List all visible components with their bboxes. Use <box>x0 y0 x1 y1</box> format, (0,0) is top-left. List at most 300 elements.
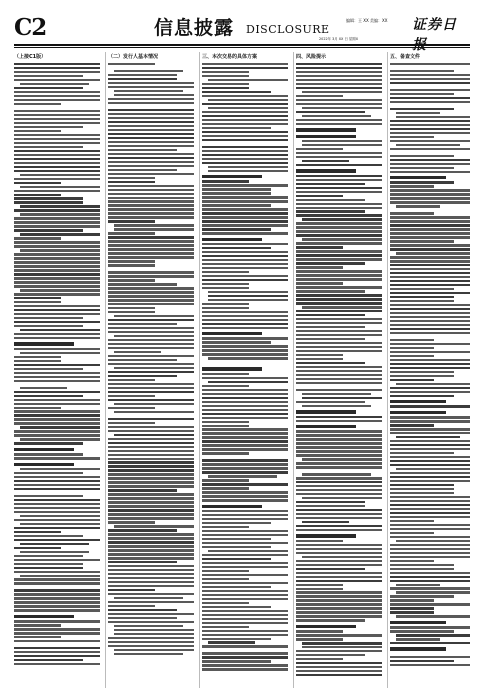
text-line <box>108 493 194 495</box>
text-line <box>14 337 100 339</box>
text-line <box>390 560 434 562</box>
text-line <box>296 282 343 284</box>
text-line <box>14 217 100 219</box>
text-line <box>390 93 454 95</box>
column-body <box>14 63 100 665</box>
text-line <box>302 497 382 499</box>
text-line <box>296 103 382 105</box>
text-line <box>114 70 183 72</box>
text-line <box>108 407 155 409</box>
text-line <box>296 634 382 636</box>
text-line <box>20 352 100 354</box>
text-line <box>202 510 288 512</box>
subheading-block <box>14 463 74 466</box>
text-line <box>114 629 194 631</box>
text-line <box>108 637 194 639</box>
text-line <box>14 194 61 196</box>
column-divider <box>387 52 388 688</box>
text-line <box>390 488 454 490</box>
text-line <box>114 597 183 599</box>
text-line <box>114 224 194 226</box>
text-line <box>296 611 382 613</box>
text-line <box>14 325 83 327</box>
text-line <box>390 324 470 326</box>
text-line <box>296 362 365 364</box>
text-line <box>108 469 194 471</box>
text-line <box>202 425 249 427</box>
text-line <box>14 190 100 192</box>
text-line <box>20 205 100 207</box>
text-line <box>390 484 454 486</box>
text-line <box>296 302 382 304</box>
text-line <box>14 273 100 275</box>
text-line <box>390 63 470 65</box>
text-line <box>108 323 177 325</box>
text-line <box>296 266 343 268</box>
text-line <box>296 310 382 312</box>
text-line <box>14 138 100 140</box>
text-line <box>202 610 288 612</box>
text-line <box>14 122 100 124</box>
text-line <box>296 250 382 252</box>
text-line <box>202 123 288 125</box>
text-line <box>108 145 194 147</box>
text-line <box>108 347 194 349</box>
text-line <box>390 512 470 514</box>
text-line <box>108 173 194 175</box>
text-line <box>208 107 288 109</box>
column-3 <box>202 52 288 688</box>
text-line <box>390 428 470 430</box>
text-line <box>202 626 249 628</box>
text-line <box>202 337 288 339</box>
text-line <box>296 603 382 605</box>
text-line <box>202 323 288 325</box>
subheading-block <box>296 534 356 537</box>
text-line <box>14 632 100 634</box>
text-line <box>296 318 382 320</box>
text-line <box>390 201 470 203</box>
text-line <box>14 640 100 642</box>
text-line <box>14 257 100 259</box>
text-line <box>14 499 100 501</box>
column-body <box>296 63 382 676</box>
text-line <box>20 233 100 235</box>
text-line <box>390 120 470 122</box>
text-line <box>108 109 194 111</box>
text-line <box>390 308 470 310</box>
text-line <box>390 163 470 165</box>
text-line <box>202 180 249 182</box>
text-line <box>14 578 100 580</box>
text-line <box>14 503 100 505</box>
text-line <box>14 110 100 112</box>
text-line <box>108 477 194 479</box>
text-line <box>202 341 271 343</box>
text-line <box>396 144 460 146</box>
text-line <box>296 334 382 336</box>
text-line <box>390 371 454 373</box>
text-line <box>390 424 434 426</box>
text-line <box>14 372 100 374</box>
text-line <box>296 222 382 224</box>
text-line <box>108 485 194 487</box>
text-line <box>108 442 194 444</box>
column-title: （二）发行人基本情况 <box>108 54 159 60</box>
text-line <box>202 135 288 137</box>
text-line <box>390 292 470 294</box>
text-line <box>14 197 83 199</box>
text-line <box>108 137 194 139</box>
text-line <box>14 162 100 164</box>
issue-meta: 2022年 3月 XX 日 星期X <box>319 37 359 41</box>
text-line <box>390 599 434 601</box>
text-line <box>296 588 343 590</box>
subheading-block <box>296 169 356 172</box>
text-line <box>296 509 382 511</box>
text-line <box>390 272 470 274</box>
text-line <box>390 280 470 282</box>
text-line <box>390 193 470 195</box>
text-line <box>14 241 100 243</box>
text-line <box>202 393 288 395</box>
text-line <box>202 373 249 375</box>
text-line <box>296 326 365 328</box>
text-line <box>108 319 194 321</box>
text-line <box>390 136 434 138</box>
text-line <box>296 358 343 360</box>
text-line <box>108 236 194 238</box>
page-number: C2 <box>14 14 47 41</box>
text-line <box>114 653 183 655</box>
text-line <box>296 442 382 444</box>
text-line <box>14 480 100 482</box>
text-line <box>296 262 365 264</box>
text-line <box>296 517 382 519</box>
text-line <box>108 200 194 202</box>
text-line <box>14 103 61 105</box>
text-line <box>114 411 194 413</box>
text-line <box>202 315 288 317</box>
text-line <box>108 387 194 389</box>
text-line <box>114 315 194 317</box>
text-line <box>14 297 61 299</box>
text-line <box>390 432 470 434</box>
text-line <box>296 446 382 448</box>
text-line <box>390 528 470 530</box>
text-line <box>202 614 288 616</box>
text-line <box>390 595 454 597</box>
text-line <box>296 630 343 632</box>
text-line <box>108 125 194 127</box>
text-line <box>108 117 194 119</box>
text-line <box>202 401 288 403</box>
text-line <box>202 487 249 489</box>
text-line <box>390 256 470 258</box>
text-line <box>14 403 100 405</box>
column-divider <box>105 52 106 688</box>
subheading-block <box>202 505 262 508</box>
text-line <box>108 193 194 195</box>
text-line <box>296 203 382 205</box>
text-line <box>14 597 100 599</box>
text-line <box>302 646 382 648</box>
subheading-block <box>296 410 356 413</box>
text-line <box>14 495 83 497</box>
text-line <box>296 607 382 609</box>
text-line <box>14 321 100 323</box>
text-line <box>390 532 434 534</box>
text-line <box>14 364 100 366</box>
text-line <box>302 521 349 523</box>
text-line <box>202 467 288 469</box>
text-line <box>208 299 288 301</box>
subheading-block <box>390 400 446 403</box>
text-line <box>202 413 288 415</box>
text-line <box>14 309 100 311</box>
text-line <box>108 505 194 507</box>
text-line <box>108 465 194 467</box>
text-line <box>390 312 470 314</box>
text-line <box>108 240 194 242</box>
text-line <box>202 586 271 588</box>
text-line <box>20 515 100 517</box>
section-title-cn: 信息披露 <box>154 17 235 39</box>
text-line <box>390 97 470 99</box>
text-line <box>14 348 100 350</box>
text-line <box>14 571 100 573</box>
text-line <box>14 301 61 303</box>
text-line <box>14 118 100 120</box>
text-line <box>202 158 288 160</box>
text-line <box>108 621 194 623</box>
text-line <box>14 535 83 537</box>
text-line <box>14 87 83 89</box>
text-line <box>14 293 100 295</box>
text-line <box>202 271 249 273</box>
text-line <box>296 674 382 676</box>
text-line <box>396 436 460 438</box>
text-line <box>202 196 288 198</box>
text-line <box>108 557 194 559</box>
column-title: 四、风险提示 <box>296 54 327 60</box>
text-line <box>396 615 470 617</box>
text-line <box>108 185 194 187</box>
text-line <box>14 430 100 432</box>
text-line <box>390 148 470 150</box>
newspaper-masthead: 证券日 <box>412 17 457 33</box>
text-line <box>396 468 470 470</box>
text-line <box>202 188 271 190</box>
text-line <box>296 438 382 440</box>
text-line <box>296 298 382 300</box>
text-line <box>202 267 288 269</box>
text-line <box>390 387 470 389</box>
subheading-block <box>202 238 262 241</box>
text-line <box>14 317 83 319</box>
text-line <box>202 538 271 540</box>
text-line <box>390 264 470 266</box>
text-line <box>108 303 194 305</box>
subheading-block <box>14 342 74 345</box>
text-line <box>14 91 100 93</box>
text-line <box>14 95 100 97</box>
text-line <box>108 307 155 309</box>
text-line <box>202 232 288 234</box>
header-rule-thin <box>14 47 470 48</box>
text-line <box>296 214 382 216</box>
text-line <box>14 356 61 358</box>
text-line <box>108 78 177 80</box>
text-line <box>14 126 83 128</box>
text-line <box>14 609 100 611</box>
text-line <box>390 363 470 365</box>
text-line <box>396 591 470 593</box>
text-line <box>202 522 271 524</box>
text-line <box>296 662 382 664</box>
text-line <box>202 526 249 528</box>
text-line <box>296 346 382 348</box>
text-line <box>14 178 100 180</box>
subheading-block <box>202 332 262 335</box>
column-title: （上接C1版） <box>14 54 47 60</box>
text-line <box>296 493 382 495</box>
text-line <box>108 430 194 432</box>
text-line <box>14 418 100 420</box>
text-line <box>390 351 470 353</box>
text-line <box>14 313 100 315</box>
column-body <box>108 63 194 655</box>
text-line <box>108 383 194 385</box>
text-line <box>390 440 470 442</box>
editor-credit: 编辑：王 XX 美编：XX <box>346 18 388 23</box>
text-line <box>202 111 288 113</box>
text-line <box>20 523 100 525</box>
column-1 <box>14 52 100 688</box>
text-line <box>296 294 382 296</box>
text-line <box>302 397 382 399</box>
text-line <box>208 641 255 643</box>
text-line <box>108 581 194 583</box>
text-line <box>108 585 194 587</box>
text-line <box>296 274 382 276</box>
text-line <box>108 244 194 246</box>
text-line <box>202 574 288 576</box>
text-line <box>108 501 194 503</box>
text-line <box>20 329 100 331</box>
text-line <box>296 75 382 77</box>
text-line <box>296 572 382 574</box>
text-line <box>396 584 440 586</box>
text-line <box>108 641 194 643</box>
text-line <box>390 500 470 502</box>
text-line <box>108 331 194 333</box>
text-line <box>14 476 100 478</box>
text-line <box>208 381 288 383</box>
text-line <box>202 495 288 497</box>
column-2 <box>108 52 194 688</box>
text-line <box>14 555 83 557</box>
text-line <box>202 606 271 608</box>
text-line <box>390 260 470 262</box>
text-line <box>202 184 288 186</box>
text-line <box>296 79 382 81</box>
text-line <box>296 322 382 324</box>
text-line <box>14 582 100 584</box>
text-line <box>296 95 343 97</box>
text-line <box>390 420 470 422</box>
text-line <box>296 71 382 73</box>
text-line <box>390 355 434 357</box>
text-line <box>390 140 470 142</box>
text-line <box>108 252 194 254</box>
text-line <box>202 311 288 313</box>
text-line <box>14 453 83 455</box>
text-line <box>108 617 177 619</box>
text-line <box>202 208 288 210</box>
text-line <box>390 248 470 250</box>
text-line <box>14 422 100 424</box>
text-line <box>390 276 470 278</box>
text-line <box>302 218 382 220</box>
text-line <box>390 520 434 522</box>
text-line <box>390 524 470 526</box>
column-title: 五、备查文件 <box>390 54 421 60</box>
text-line <box>108 395 155 397</box>
text-line <box>208 99 288 101</box>
text-line <box>14 253 100 255</box>
text-line <box>202 224 288 226</box>
text-line <box>108 149 177 151</box>
text-line <box>202 634 288 636</box>
text-line <box>108 283 177 285</box>
text-line <box>202 570 249 572</box>
text-line <box>14 281 100 283</box>
text-line <box>14 265 100 267</box>
text-line <box>396 116 470 118</box>
text-line <box>202 578 249 580</box>
text-line <box>296 615 382 617</box>
text-line <box>14 457 100 459</box>
text-line <box>296 350 382 352</box>
text-line <box>108 279 155 281</box>
text-line <box>202 417 288 419</box>
text-line <box>296 560 382 562</box>
text-line <box>390 236 470 238</box>
text-line <box>202 287 249 289</box>
text-line <box>390 630 454 632</box>
text-line <box>296 540 343 542</box>
text-line <box>296 148 343 150</box>
text-line <box>296 370 382 372</box>
text-line <box>390 359 470 361</box>
text-line <box>14 99 100 101</box>
subheading-block <box>202 175 262 178</box>
text-line <box>390 391 470 393</box>
text-line <box>108 359 177 361</box>
text-line <box>114 434 194 436</box>
text-line <box>202 542 288 544</box>
text-line <box>108 371 194 373</box>
text-line <box>108 169 177 171</box>
text-line <box>202 127 271 129</box>
text-line <box>14 593 100 595</box>
text-line <box>390 496 470 498</box>
text-line <box>396 540 470 542</box>
text-line <box>390 124 470 126</box>
text-line <box>296 67 382 69</box>
text-line <box>296 529 382 531</box>
